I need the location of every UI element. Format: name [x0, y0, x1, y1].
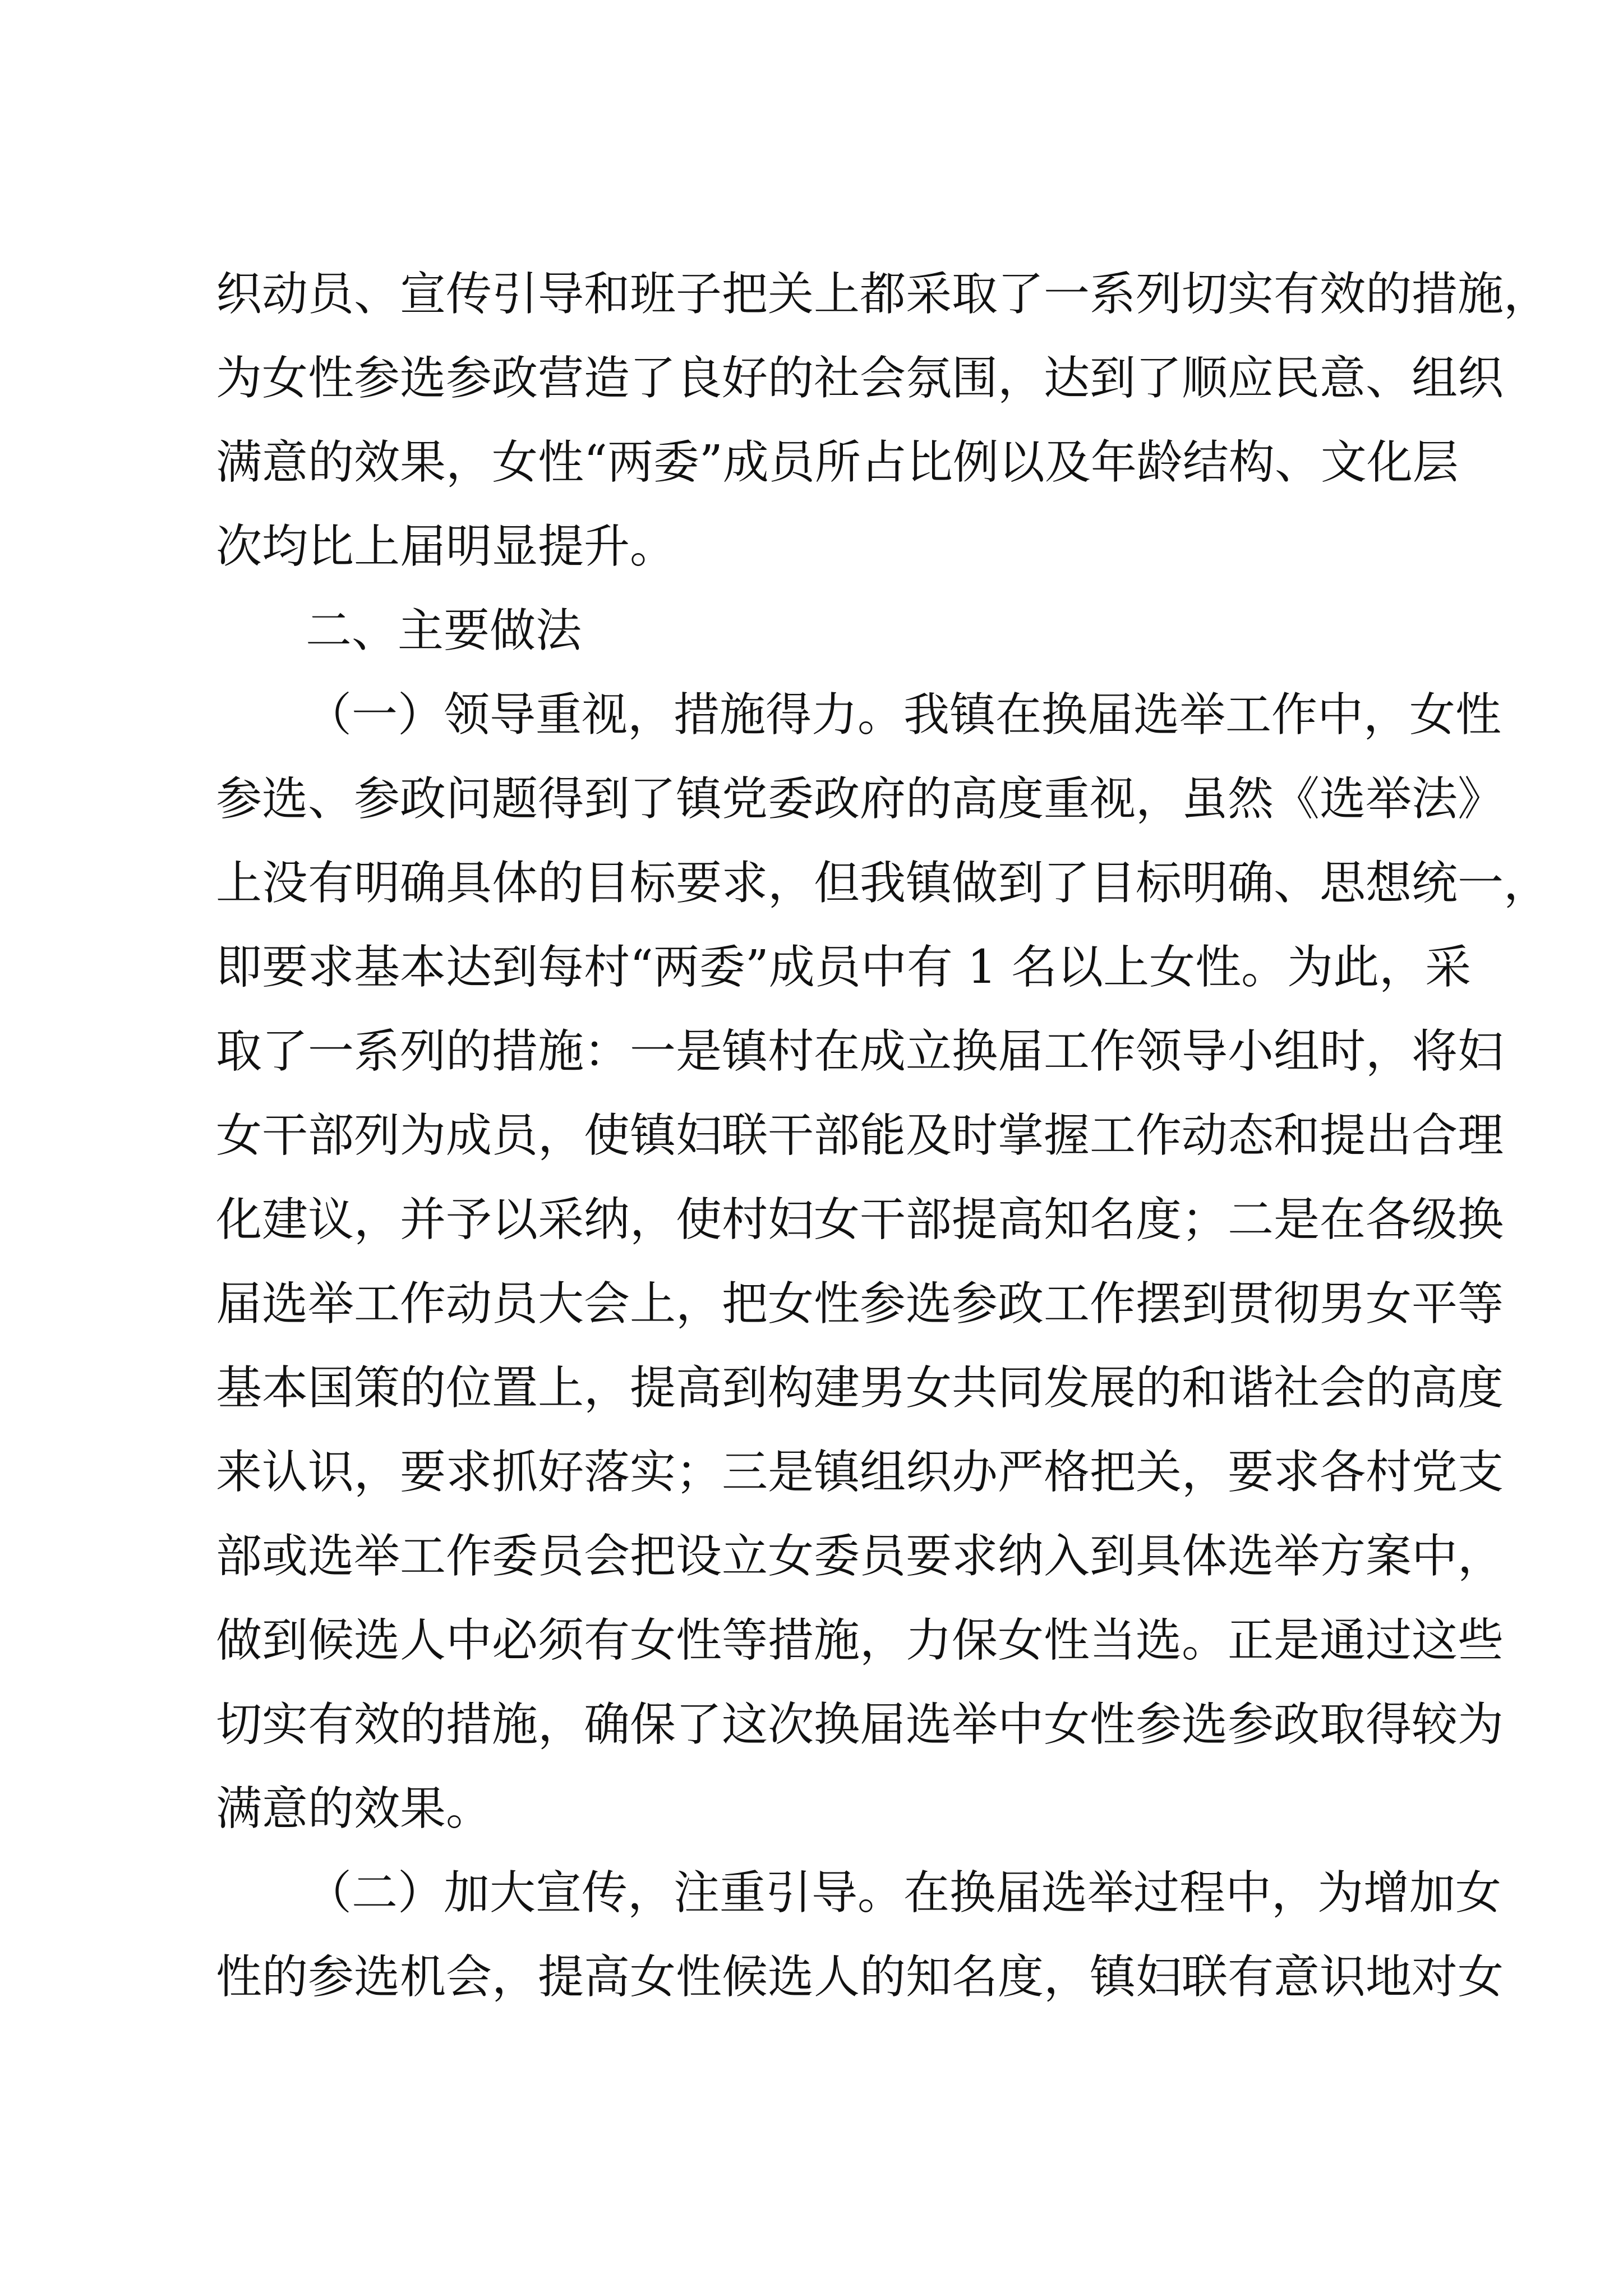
- paragraph-line: 满意的效果，女性“两委”成员所占比例以及年龄结构、文化层: [216, 436, 1459, 489]
- paragraph-line: 届选举工作动员大会上，把女性参选参政工作摆到贯彻男女平等: [216, 1277, 1504, 1331]
- paragraph-line: 基本国策的位置上，提高到构建男女共同发展的和谐社会的高度: [216, 1361, 1504, 1415]
- paragraph-line: 参选、参政问题得到了镇党委政府的高度重视，虽然《选举法》: [216, 772, 1504, 826]
- paragraph-line: 女干部列为成员，使镇妇联干部能及时掌握工作动态和提出合理: [216, 1109, 1504, 1162]
- paragraph-line: （二）加大宣传，注重引导。在换届选举过程中，为增加女: [306, 1866, 1502, 1920]
- paragraph-line: 部或选举工作委员会把设立女委员要求纳入到具体选举方案中，: [216, 1530, 1504, 1583]
- paragraph-line: 为女性参选参政营造了良好的社会氛围，达到了顺应民意、组织: [216, 352, 1504, 405]
- paragraph-line: 次均比上届明显提升。: [216, 520, 676, 573]
- paragraph-line: 满意的效果。: [216, 1782, 492, 1835]
- paragraph-line: 上没有明确具体的目标要求，但我镇做到了目标明确、思想统一，: [216, 857, 1550, 910]
- paragraph-line: 化建议，并予以采纳，使村妇女干部提高知名度；二是在各级换: [216, 1193, 1504, 1246]
- section-heading: 二、主要做法: [306, 604, 582, 657]
- paragraph-line: 即要求基本达到每村“两委”成员中有 1 名以上女性。为此，采: [216, 941, 1472, 994]
- paragraph-line: 做到候选人中必须有女性等措施，力保女性当选。正是通过这些: [216, 1614, 1504, 1667]
- paragraph-line: 取了一系列的措施：一是镇村在成立换届工作领导小组时，将妇: [216, 1025, 1504, 1078]
- paragraph-line: 性的参选机会，提高女性候选人的知名度，镇妇联有意识地对女: [216, 1950, 1504, 2004]
- paragraph-line: （一）领导重视，措施得力。我镇在换届选举工作中，女性: [306, 688, 1502, 742]
- paragraph-line: 织动员、宣传引导和班子把关上都采取了一系列切实有效的措施，: [216, 268, 1550, 321]
- paragraph-line: 来认识，要求抓好落实；三是镇组织办严格把关，要求各村党支: [216, 1446, 1504, 1499]
- paragraph-line: 切实有效的措施，确保了这次换届选举中女性参选参政取得较为: [216, 1698, 1504, 1751]
